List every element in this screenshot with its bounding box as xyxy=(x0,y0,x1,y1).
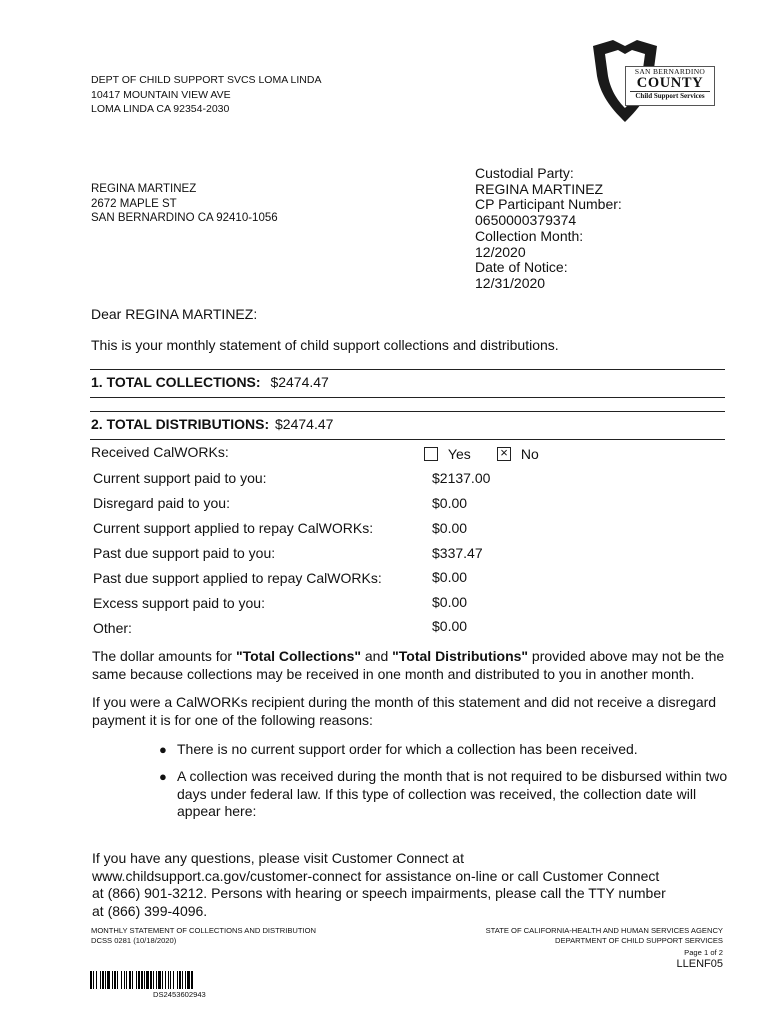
recipient-street: 2672 MAPLE ST xyxy=(91,197,177,210)
calworks-yes-option[interactable] xyxy=(424,446,471,463)
distribution-row-value: $0.00 xyxy=(432,569,468,585)
yes-checkbox[interactable] xyxy=(424,447,438,461)
no-label: No xyxy=(520,446,539,462)
contact-paragraph xyxy=(92,850,666,920)
logo-line-3: Child Support Services xyxy=(630,91,710,101)
notice-date-label: Date of Notice: xyxy=(475,259,568,276)
bullet-icon: ● xyxy=(159,742,167,757)
contact-line-3: at (866) 901-3212. Persons with hearing or speech impairments, please call the TTY number xyxy=(92,885,666,901)
note-bold-2: "Total Distributions" xyxy=(392,648,529,664)
form-title: MONTHLY STATEMENT OF COLLECTIONS AND DISTRIBUTION xyxy=(91,926,317,935)
recipient-city: SAN BERNARDINO CA 92410-1056 xyxy=(91,212,278,224)
county-logo xyxy=(585,36,720,126)
bullet-icon: ● xyxy=(159,769,167,784)
page-number: Page 1 of 2 xyxy=(684,948,723,957)
distribution-row-value: $0.00 xyxy=(432,594,468,610)
distribution-row-label: Past due support paid to you: xyxy=(93,545,276,561)
reason-2: A collection was received during the month that is not required to be disbursed within two days under federal law. If this type of collection was received, the collection date will appear here: xyxy=(177,768,728,819)
intro-text: This is your monthly statement of child support collections and distributions. xyxy=(91,337,559,353)
total-collections-label: 1. TOTAL COLLECTIONS: xyxy=(91,374,261,390)
total-collections xyxy=(91,374,329,391)
total-distributions xyxy=(91,416,333,433)
barcode-bar xyxy=(193,971,194,989)
sender-line-3: LOMA LINDA CA 92354-2030 xyxy=(91,103,230,115)
contact-line-1: If you have any questions, please visit Customer Connect at xyxy=(92,850,464,866)
sender-line-1: DEPT OF CHILD SUPPORT SVCS LOMA LINDA xyxy=(91,74,322,86)
calworks-no-option[interactable] xyxy=(497,446,539,463)
participant-label: CP Participant Number: xyxy=(475,196,622,213)
reason-1: There is no current support order for which a collection has been received. xyxy=(177,741,638,757)
distribution-row-value: $0.00 xyxy=(432,495,468,511)
footer-right xyxy=(486,926,723,971)
custodial-value: REGINA MARTINEZ xyxy=(475,180,604,197)
distribution-row-value: $337.47 xyxy=(432,545,483,561)
form-number: DCSS 0281 (10/18/2020) xyxy=(91,936,177,945)
distribution-row-label: Other: xyxy=(93,620,132,636)
sender-address xyxy=(91,73,321,117)
calworks-paragraph: If you were a CalWORKs recipient during the month of this statement and did not receive a disregard payment it is for one of the following reasons: xyxy=(92,694,717,728)
participant-value: 0650000379374 xyxy=(475,212,577,229)
notice-date-value: 12/31/2020 xyxy=(475,274,546,291)
greeting: Dear REGINA MARTINEZ: xyxy=(91,306,258,322)
case-info xyxy=(475,166,622,292)
distribution-row-label: Excess support paid to you: xyxy=(93,595,265,611)
contact-line-2: www.childsupport.ca.gov/customer-connect for assistance on-line or call Customer Connect xyxy=(92,867,660,884)
custodial-label: Custodial Party: xyxy=(475,165,574,181)
recipient-name: REGINA MARTINEZ xyxy=(91,183,197,195)
note-text-2: and xyxy=(361,648,393,664)
divider xyxy=(90,397,725,398)
recipient-address xyxy=(91,182,278,226)
note-text-1: The dollar amounts for xyxy=(92,648,236,664)
document-code: LLENF05 xyxy=(676,958,723,970)
distribution-row-value: $0.00 xyxy=(432,618,468,634)
footer-left xyxy=(91,926,316,946)
no-check-mark: × xyxy=(500,445,508,460)
total-collections-value: $2474.47 xyxy=(270,374,329,390)
divider xyxy=(90,411,725,412)
totals-note xyxy=(92,648,732,683)
contact-line-4: at (866) 399-4096. xyxy=(92,902,208,919)
barcode-number: DS2453602943 xyxy=(153,990,206,999)
calworks-label: Received CalWORKs: xyxy=(91,444,229,460)
total-distributions-value: $2474.47 xyxy=(275,416,334,432)
distribution-row-label: Current support applied to repay CalWORKs: xyxy=(93,520,374,536)
distribution-row-value: $2137.00 xyxy=(432,470,491,486)
distribution-row-label: Past due support applied to repay CalWORKs: xyxy=(93,570,382,586)
sender-line-2: 10417 MOUNTAIN VIEW AVE xyxy=(91,88,231,101)
distribution-row-label: Current support paid to you: xyxy=(93,470,267,486)
collection-month-value: 12/2020 xyxy=(475,243,526,260)
barcode xyxy=(90,971,272,989)
collection-month-label: Collection Month: xyxy=(475,227,584,244)
logo-line-1: SAN BERNARDINO xyxy=(634,67,706,76)
agency-name: STATE OF CALIFORNIA-HEALTH AND HUMAN SERVICES AGENCY xyxy=(485,926,723,935)
distribution-row-label: Disregard paid to you: xyxy=(93,495,230,511)
divider xyxy=(90,439,725,440)
total-distributions-label: 2. TOTAL DISTRIBUTIONS: xyxy=(91,416,270,432)
no-checkbox[interactable] xyxy=(497,447,511,461)
note-text-3: provided above may not be the same because collections may be received in one month and distributed to you in another month. xyxy=(92,648,725,682)
yes-label: Yes xyxy=(447,446,471,462)
divider xyxy=(90,369,725,370)
department-name: DEPARTMENT OF CHILD SUPPORT SERVICES xyxy=(555,936,723,945)
logo-line-2: COUNTY xyxy=(636,75,704,91)
note-bold-1: "Total Collections" xyxy=(235,648,361,664)
distribution-row-value: $0.00 xyxy=(432,520,468,536)
county-wordmark xyxy=(625,66,715,106)
